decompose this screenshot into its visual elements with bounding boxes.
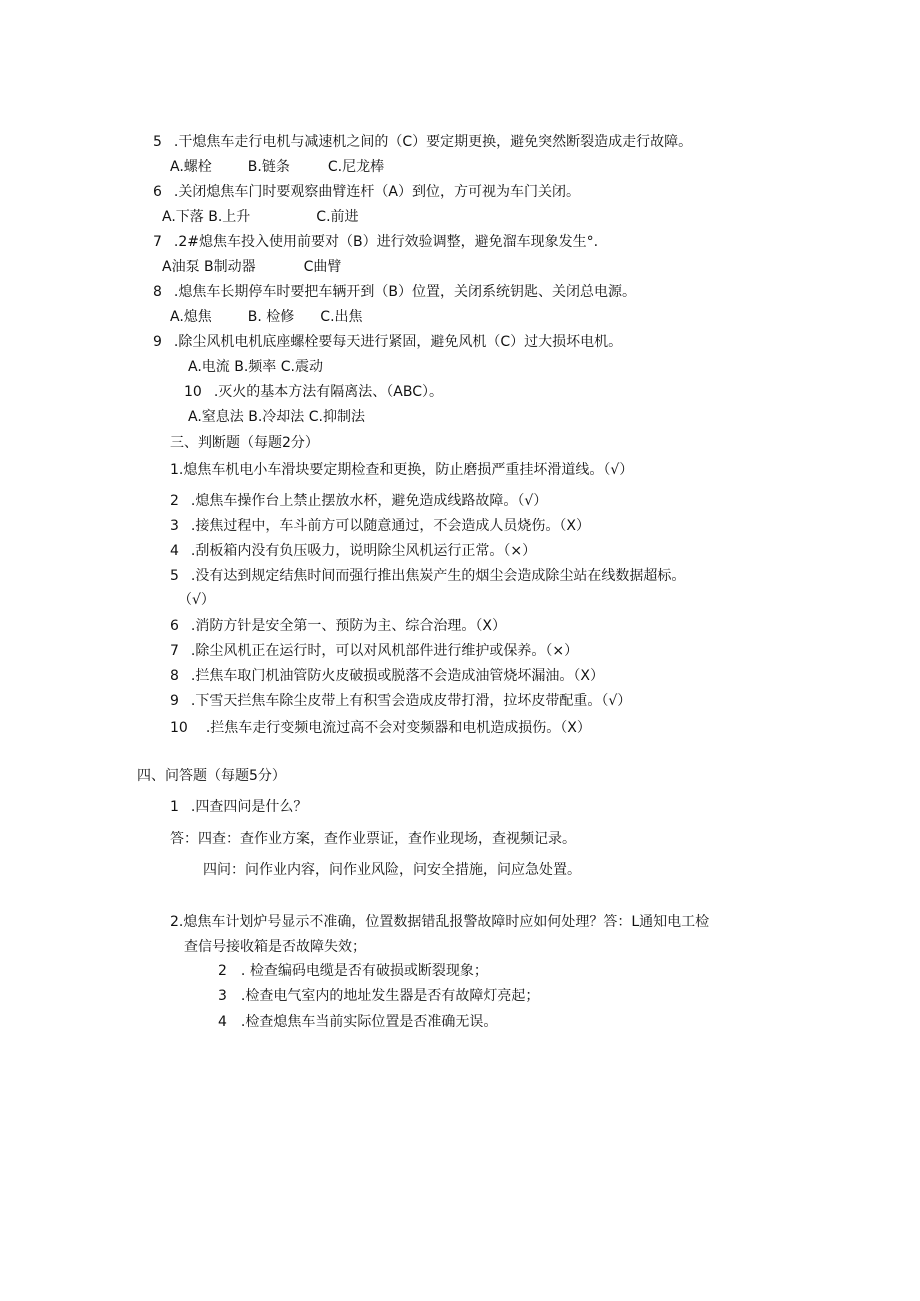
step-text: . 检查编码电缆是否有破损或断裂现象； [240,963,488,979]
option-c: C.前进 [316,209,359,225]
section-title-true-false: 三、判断题（每题2分） [170,435,319,451]
item-num: 9 [170,693,179,709]
mc-q9-options [188,358,323,376]
item-text: .消防方针是安全第一、预防为主、综合治理。（X） [190,618,506,634]
mc-q9 [153,333,622,351]
options: A.窒息法 B.冷却法 C.抑制法 [188,409,365,425]
tf-item-9 [170,692,631,710]
q-text: .四查四问是什么？ [190,799,308,815]
item-text: .拦焦车走行变频电流过高不会对变频器和电机造成损伤。（X） [205,720,591,736]
item-num: 5 [170,568,179,584]
item-num: 8 [170,668,179,684]
tf-item-8 [170,667,604,685]
item-text: .接焦过程中，车斗前方可以随意通过，不会造成人员烧伤。（X） [190,518,590,534]
tf-item-6 [170,617,506,635]
mc-q6 [153,183,580,201]
tf-item-7 [170,642,578,660]
q-text: .2#熄焦车投入使用前要对（B）进行效验调整，避免溜车现象发生°. [173,234,599,250]
step-num: 4 [218,1014,227,1030]
q-text: .关闭熄焦车门时要观察曲臂连杆（A）到位，方可视为车门关闭。 [173,184,580,200]
mc-q6-options [162,208,359,226]
step-text: .检查电气室内的地址发生器是否有故障灯亮起； [240,988,540,1004]
q-num: 9 [153,334,162,350]
options: A.电流 B.频率 C.震动 [188,359,323,375]
step-text: .检查熄焦车当前实际位置是否准确无误。 [240,1014,498,1030]
qa-step-2 [218,962,488,980]
item-num: 10 [170,720,188,736]
tf-item-3 [170,517,590,535]
item-text: .下雪天拦焦车除尘皮带上有积雪会造成皮带打滑，拉坏皮带配重。（√） [190,693,632,709]
mc-q10 [184,383,443,401]
mc-q8-options [170,308,363,326]
tf-item-5-cont: （√） [178,592,215,608]
item-text: .没有达到规定结焦时间而强行推出焦炭产生的烟尘会造成除尘站在线数据超标。 [190,568,686,584]
item-text: .除尘风机正在运行时，可以对风机部件进行维护或保养。（×） [190,643,579,659]
tf-item-2 [170,492,547,510]
mc-q7 [153,233,598,251]
item-num: 7 [170,643,179,659]
option-c: C.出焦 [320,309,363,325]
qa-q2-line2: 查信号接收箱是否故障失效； [184,939,366,955]
mc-q8 [153,283,636,301]
qa-step-3 [218,987,539,1005]
option-b: B.链条 [247,159,290,175]
q-num: 7 [153,234,162,250]
option-ab: A油泵 B制动器 [162,259,256,275]
step-num: 2 [218,963,227,979]
item-num: 3 [170,518,179,534]
q-text: .除尘风机电机底座螺栓要每天进行紧固，避免风机（C）过大损坏电机。 [173,334,623,350]
tf-item-4 [170,542,536,560]
item-num: 1. [170,462,184,478]
q-text: .干熄焦车走行电机与减速机之间的（C）要定期更换，避免突然断裂造成走行故障。 [173,134,693,150]
mc-q7-options [162,258,341,276]
mc-q5 [153,133,692,151]
step-num: 3 [218,988,227,1004]
q-num: 6 [153,184,162,200]
tf-item-1 [170,461,633,479]
option-a: A.熄焦 [170,309,212,325]
qa-a1-line1: 答：四查：查作业方案，查作业票证，查作业现场，查视频记录。 [170,831,576,847]
option-c: C.尼龙棒 [327,159,385,175]
option-a: A.螺栓 [170,159,212,175]
tf-item-10 [170,719,591,737]
qa-a1-line2: 四问：问作业内容，问作业风险，问安全措施，问应急处置。 [203,862,581,878]
option-b: B. 检修 [247,309,295,325]
item-text: .熄焦车操作台上禁止摆放水杯，避免造成线路故障。（√） [190,493,548,509]
item-text: .刮板箱内没有负压吸力，说明除尘风机运行正常。（×） [190,543,537,559]
q-text: .灭火的基本方法有隔离法、（ABC）。 [213,384,443,400]
option-c: C曲臂 [303,259,342,275]
q-num: 5 [153,134,162,150]
mc-q5-options [170,158,384,176]
q-text: .熄焦车长期停车时要把车辆开到（B）位置，关闭系统钥匙、关闭总电源。 [173,284,636,300]
section-title-qa: 四、问答题（每题5分） [137,768,286,784]
qa-q1 [170,798,307,816]
mc-q10-options [188,408,365,426]
item-num: 6 [170,618,179,634]
item-text: .拦焦车取门机油管防火皮破损或脱落不会造成油管烧坏漏油。（X） [190,668,604,684]
option-ab: A.下落 B.上升 [162,209,251,225]
item-text: 熄焦车机电小车滑块要定期检查和更换，防止磨损严重挂坏滑道线。（√） [183,462,634,478]
tf-item-5 [170,567,685,585]
qa-q2-line1: 2.熄焦车计划炉号显示不准确，位置数据错乱报警故障时应如何处理？答：L通知电工检 [170,914,710,930]
item-num: 4 [170,543,179,559]
q-num: 8 [153,284,162,300]
qa-step-4 [218,1013,497,1031]
item-num: 2 [170,493,179,509]
q-num: 1 [170,799,179,815]
q-num: 10 [184,384,202,400]
